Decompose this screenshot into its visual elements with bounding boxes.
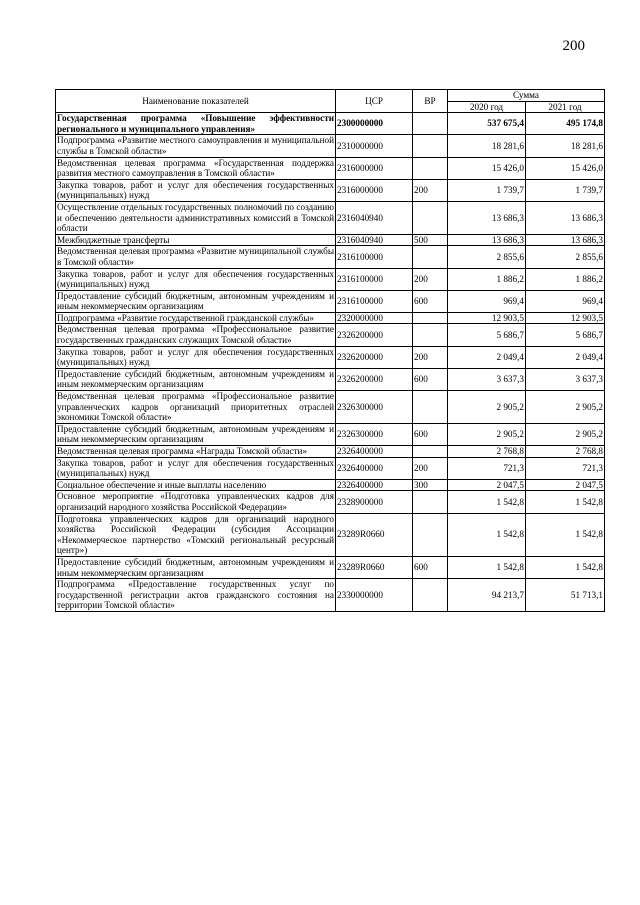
row-vr [413, 391, 448, 424]
table-row [56, 179, 605, 201]
row-amount-2020: 1 542,8 [448, 556, 526, 578]
table-row [56, 556, 605, 578]
row-amount-2021: 1 542,8 [526, 491, 605, 513]
row-csr: 2326200000 [336, 346, 413, 368]
row-name: Подпрограмма «Развитие местного самоуправления и муниципальной службы в Томской области» [57, 135, 334, 156]
table-row [56, 246, 605, 268]
table-header [56, 90, 605, 113]
row-name: Основное мероприятие «Подготовка управленческих кадров для организаций народного хозяйства Российской Федерации» [57, 491, 334, 512]
row-vr: 600 [413, 556, 448, 578]
table-row [56, 479, 605, 491]
row-vr: 200 [413, 179, 448, 201]
row-amount-2020: 3 637,3 [448, 368, 526, 390]
row-amount-2021: 1 886,2 [526, 268, 605, 290]
row-amount-2021: 2 905,2 [526, 423, 605, 445]
budget-table [55, 89, 605, 612]
row-csr: 2316040940 [336, 201, 413, 234]
row-name: Ведомственная целевая программа «Профессиональное развитие управленческих кадров организаций приоритетных отраслей экономики Томской области» [57, 391, 334, 423]
row-amount-2021: 1 542,8 [526, 556, 605, 578]
row-name: Ведомственная целевая программа «Профессиональное развитие государственных гражданских служащих Томской области» [57, 324, 334, 346]
table-row [56, 268, 605, 290]
row-amount-2020: 15 426,0 [448, 157, 526, 179]
row-amount-2021: 13 686,3 [526, 201, 605, 234]
row-amount-2021: 2 905,2 [526, 391, 605, 424]
row-name: Ведомственная целевая программа «Награды Томской области» [56, 446, 336, 458]
row-amount-2020: 5 686,7 [448, 324, 526, 346]
row-vr: 300 [413, 479, 448, 491]
row-name: Предоставление субсидий бюджетным, автономным учреждениям и иным некоммерческим организациям [57, 368, 334, 390]
row-vr [413, 324, 448, 346]
row-amount-2021: 2 047,5 [526, 479, 605, 491]
row-amount-2021: 18 281,6 [526, 135, 605, 157]
row-amount-2020: 13 686,3 [448, 234, 526, 246]
row-name: Подготовка управленческих кадров для организаций народного хозяйства Российской Федерации (субсидия Ассоциации «Некоммерческое партнерство «Томский региональный ресурсный центр») [57, 513, 334, 556]
row-vr [413, 579, 448, 612]
row-name: Предоставление субсидий бюджетным, автономным учреждениям и иным некоммерческим организациям [57, 556, 334, 578]
row-amount-2021: 2 049,4 [526, 346, 605, 368]
table-row [56, 513, 605, 556]
row-vr [413, 246, 448, 268]
row-csr: 2316000000 [336, 157, 413, 179]
row-amount-2020: 13 686,3 [448, 201, 526, 234]
table-row [56, 312, 605, 324]
row-amount-2021: 51 713,1 [526, 579, 605, 612]
row-csr: 2326200000 [336, 324, 413, 346]
row-name: Ведомственная целевая программа «Развитие муниципальной службы в Томской области» [57, 246, 334, 267]
row-name: Подпрограмма «Предоставление государственных услуг по государственной регистрации актов гражданского состояния на территории Томской области» [57, 579, 334, 611]
table-row [56, 457, 605, 479]
row-vr: 600 [413, 290, 448, 312]
row-csr: 2316100000 [336, 246, 413, 268]
row-amount-2020: 1 886,2 [448, 268, 526, 290]
row-amount-2021: 1 542,8 [526, 513, 605, 556]
table-body [56, 113, 605, 612]
row-vr: 600 [413, 368, 448, 390]
row-amount-2020: 1 542,8 [448, 513, 526, 556]
row-amount-2020: 18 281,6 [448, 135, 526, 157]
table-row [56, 324, 605, 346]
row-csr: 2328900000 [336, 491, 413, 513]
row-csr: 2330000000 [336, 579, 413, 612]
row-amount-2021: 13 686,3 [526, 234, 605, 246]
row-amount-2021: 1 739,7 [526, 179, 605, 201]
row-name: Государственная программа «Повышение эффективности регионального и муниципального управления» [57, 113, 334, 134]
table-row [56, 446, 605, 458]
row-csr: 23289R0660 [336, 556, 413, 578]
row-csr: 23289R0660 [336, 513, 413, 556]
row-csr: 2316040940 [336, 234, 413, 246]
row-csr: 2316000000 [336, 179, 413, 201]
row-name: Закупка товаров, работ и услуг для обеспечения государственных (муниципальных) нужд [57, 346, 334, 368]
row-amount-2021: 5 686,7 [526, 324, 605, 346]
row-amount-2020: 2 905,2 [448, 391, 526, 424]
header-csr: ЦСР [336, 90, 413, 113]
row-csr: 2316100000 [336, 290, 413, 312]
table-row [56, 346, 605, 368]
row-amount-2020: 94 213,7 [448, 579, 526, 612]
table-row [56, 157, 605, 179]
row-amount-2021: 15 426,0 [526, 157, 605, 179]
row-amount-2021: 2 855,6 [526, 246, 605, 268]
row-csr: 2300000000 [336, 113, 413, 135]
header-name: Наименование показателей [56, 90, 336, 113]
table-row [56, 234, 605, 246]
row-amount-2020: 969,4 [448, 290, 526, 312]
header-vr: ВР [413, 90, 448, 113]
row-amount-2020: 2 905,2 [448, 423, 526, 445]
row-name: Предоставление субсидий бюджетным, автономным учреждениям и иным некоммерческим организациям [57, 423, 334, 445]
table-row [56, 391, 605, 424]
row-vr: 200 [413, 346, 448, 368]
row-csr: 2326400000 [336, 479, 413, 491]
table-row [56, 290, 605, 312]
row-name: Закупка товаров, работ и услуг для обеспечения государственных (муниципальных) нужд [57, 457, 334, 479]
row-amount-2020: 721,3 [448, 457, 526, 479]
row-vr [413, 135, 448, 157]
page-number: 200 [562, 38, 585, 54]
row-name: Ведомственная целевая программа «Государственная поддержка развития местного самоуправления в Томской области» [57, 157, 334, 179]
row-amount-2020: 2 049,4 [448, 346, 526, 368]
row-amount-2020: 2 768,8 [448, 446, 526, 458]
row-name: Социальное обеспечение и иные выплаты населению [56, 479, 336, 491]
row-vr [413, 113, 448, 135]
row-csr: 2310000000 [336, 135, 413, 157]
row-csr: 2326400000 [336, 446, 413, 458]
row-vr: 200 [413, 268, 448, 290]
row-amount-2021: 969,4 [526, 290, 605, 312]
row-amount-2020: 2 047,5 [448, 479, 526, 491]
row-csr: 2326200000 [336, 368, 413, 390]
header-year-2020: 2020 год [448, 101, 526, 113]
row-amount-2021: 3 637,3 [526, 368, 605, 390]
row-vr: 600 [413, 423, 448, 445]
row-name: Предоставление субсидий бюджетным, автономным учреждениям и иным некоммерческим организациям [57, 290, 334, 312]
table-row [56, 491, 605, 513]
row-amount-2020: 537 675,4 [448, 113, 526, 135]
row-name: Закупка товаров, работ и услуг для обеспечения государственных (муниципальных) нужд [57, 268, 334, 290]
row-vr: 200 [413, 457, 448, 479]
table-row [56, 423, 605, 445]
row-vr [413, 312, 448, 324]
row-csr: 2326300000 [336, 391, 413, 424]
row-vr [413, 201, 448, 234]
row-csr: 2316100000 [336, 268, 413, 290]
row-vr [413, 446, 448, 458]
row-vr [413, 491, 448, 513]
row-name: Подпрограмма «Развитие государственной гражданской службы» [56, 312, 336, 324]
table-row [56, 368, 605, 390]
row-amount-2021: 495 174,8 [526, 113, 605, 135]
table-row [56, 113, 605, 135]
row-csr: 2326400000 [336, 457, 413, 479]
row-amount-2020: 1 542,8 [448, 491, 526, 513]
header-year-2021: 2021 год [526, 101, 605, 113]
table-row [56, 579, 605, 612]
row-name: Межбюджетные трансферты [56, 234, 336, 246]
row-amount-2021: 721,3 [526, 457, 605, 479]
table-row [56, 135, 605, 157]
row-amount-2020: 12 903,5 [448, 312, 526, 324]
row-amount-2020: 1 739,7 [448, 179, 526, 201]
row-csr: 2326300000 [336, 423, 413, 445]
row-amount-2020: 2 855,6 [448, 246, 526, 268]
row-vr [413, 513, 448, 556]
row-name: Осуществление отдельных государственных полномочий по созданию и обеспечению деятельности административных комиссий в Томской области [57, 201, 334, 234]
row-csr: 2320000000 [336, 312, 413, 324]
row-amount-2021: 12 903,5 [526, 312, 605, 324]
row-name: Закупка товаров, работ и услуг для обеспечения государственных (муниципальных) нужд [57, 179, 334, 201]
row-amount-2021: 2 768,8 [526, 446, 605, 458]
row-vr [413, 157, 448, 179]
table-row [56, 201, 605, 234]
row-vr: 500 [413, 234, 448, 246]
header-sum: Сумма [448, 90, 605, 102]
